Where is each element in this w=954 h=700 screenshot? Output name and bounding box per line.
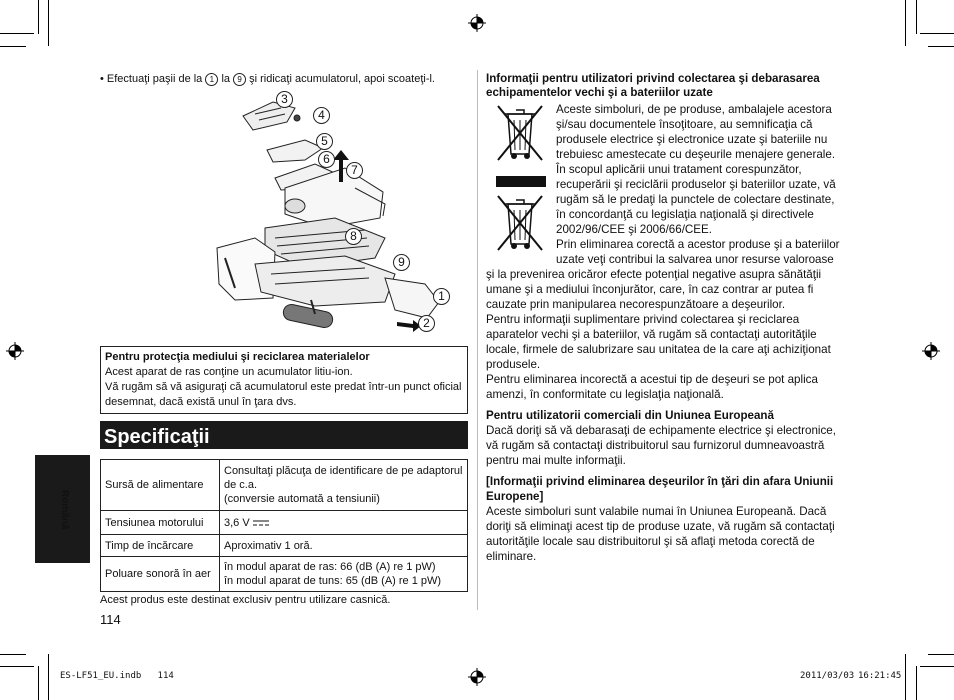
crossed-battery-bin-icon bbox=[494, 192, 546, 254]
spec-label: Timp de încărcare bbox=[101, 535, 220, 557]
spec-label: Poluare sonoră în aer bbox=[101, 557, 220, 592]
dc-symbol-icon bbox=[253, 519, 269, 527]
weee-paragraph-1: Aceste simboluri, de pe produse, ambalajele acestora şi/sau documentele însoţitoare, au semnificaţia că produsele electrice şi electronice uzate şi bateriile nu trebuiesc amestecate cu deşeurile menajere generale. În scopul aplicării unui tratament corespunzător, recuperării şi reciclării produselor şi bateriilor uzate, vă rugăm să le predaţi la punctele de colectare destinate, în concordanţă cu legislaţia naţională şi directivele 2002/96/CEE şi 2006/66/CEE. Prin eliminarea corectă a acestor produse şi a bateriilor uzate veţi contribui la salvarea unor resurse valoroase bbox=[556, 103, 840, 266]
callout-6: 6 bbox=[318, 151, 335, 168]
callout-5: 5 bbox=[316, 133, 333, 150]
business-users-heading: Pentru utilizatorii comerciali din Uniunea Europeană bbox=[486, 409, 774, 422]
table-row bbox=[101, 511, 468, 535]
environment-notice-line2: Vă rugăm să vă asiguraţi că acumulatorul este predat într-un punct oficial desemnat, dacă există unul în ţara dvs. bbox=[105, 381, 462, 408]
environment-notice-line1: Acest aparat de ras conţine un acumulator litiu-ion. bbox=[105, 366, 353, 378]
weee-paragraph-3: Pentru eliminarea incorectă a acestui tip de deşeuri se pot aplica amenzi, în conformitate cu legislaţia naţională. bbox=[486, 373, 818, 401]
business-users-paragraph: Dacă doriţi să vă debarasaţi de echipamente electrice şi electronice, vă rugăm să contactaţi distribuitorul sau furnizorul dumneavoastră pentru mai multe informaţii. bbox=[486, 424, 836, 467]
callout-1: 1 bbox=[433, 288, 450, 305]
callout-4: 4 bbox=[313, 107, 330, 124]
disassembly-illustration bbox=[215, 88, 460, 343]
footer-file: ES-LF51_EU.indb 114 bbox=[60, 671, 174, 681]
registration-mark-icon bbox=[468, 14, 486, 32]
language-tab-label: Română bbox=[59, 490, 70, 530]
spec-value: în modul aparat de tuns: 65 (dB (A) re 1 pW) bbox=[224, 575, 442, 587]
non-eu-heading: [Informaţii privind eliminarea deşeurilor în ţări din afara Uniunii Europene] bbox=[486, 475, 834, 503]
table-row bbox=[101, 460, 468, 511]
registration-mark-icon bbox=[468, 668, 486, 686]
crossed-bin-icon bbox=[494, 102, 546, 164]
non-eu-paragraph: Aceste simboluri sunt valabile numai în Uniunea Europeană. Dacă doriţi să eliminaţi acest tip de produse uzate, vă rugăm să contactaţi autorităţile locale sau distribuitorul şi să aflaţi metoda corectă de eliminare. bbox=[486, 505, 835, 563]
registration-mark-icon bbox=[6, 342, 24, 360]
step-instruction: • Efectuaţi paşii de la 1 la 9 şi ridicaţi acumulatorul, apoi scoateţi-l. bbox=[100, 73, 435, 85]
spec-label: Tensiunea motorului bbox=[101, 511, 220, 535]
environment-notice-title: Pentru protecţia mediului şi reciclarea materialelor bbox=[105, 351, 370, 363]
spec-value: (conversie automată a tensiunii) bbox=[224, 493, 380, 505]
callout-8: 8 bbox=[345, 228, 362, 245]
spec-footnote: Acest produs este destinat exclusiv pentru utilizare casnică. bbox=[100, 594, 391, 606]
weee-paragraph-2: Pentru informaţii suplimentare privind colectarea şi reciclarea aparatelor vechi şi a bateriilor, vă rugăm să contactaţi autorităţile locale, firmele de salubrizare sau unitatea de la care aţi achiziţionat produsele. bbox=[486, 313, 831, 371]
spec-value: Consultaţi plăcuţa de identificare de pe adaptorul de c.a. bbox=[224, 465, 463, 491]
footer-time: 16:21:45 bbox=[858, 671, 902, 681]
spec-value: 3,6 V bbox=[224, 516, 250, 529]
weee-heading: Informaţii pentru utilizatori privind colectarea şi debarasarea echipamentelor vechi şi a bateriilor uzate bbox=[486, 72, 820, 99]
separator-bar bbox=[496, 176, 546, 187]
registration-mark-icon bbox=[922, 342, 940, 360]
table-row bbox=[101, 557, 468, 592]
spec-label: Sursă de alimentare bbox=[101, 460, 220, 511]
spec-title: Specificaţii bbox=[104, 426, 210, 448]
callout-3: 3 bbox=[276, 91, 293, 108]
environment-notice-box bbox=[100, 346, 468, 414]
spec-value: în modul aparat de ras: 66 (dB (A) re 1 pW) bbox=[224, 561, 436, 573]
callout-2: 2 bbox=[418, 315, 435, 332]
spec-table bbox=[100, 459, 468, 592]
column-divider bbox=[477, 70, 478, 610]
page-number: 114 bbox=[100, 612, 121, 627]
weee-paragraph-1-cont: şi la prevenirea oricăror efecte potenţial negative asupra sănătăţii umane şi a mediului înconjurător, care, în caz contrar ar putea fi cauzate prin manipularea necorespunzătoare a deşeurilor. bbox=[486, 268, 822, 311]
spec-value: Aproximativ 1 oră. bbox=[220, 535, 468, 557]
callout-9: 9 bbox=[393, 254, 410, 271]
callout-7: 7 bbox=[346, 162, 363, 179]
footer-date: 2011/03/03 bbox=[800, 671, 855, 681]
table-row bbox=[101, 535, 468, 557]
